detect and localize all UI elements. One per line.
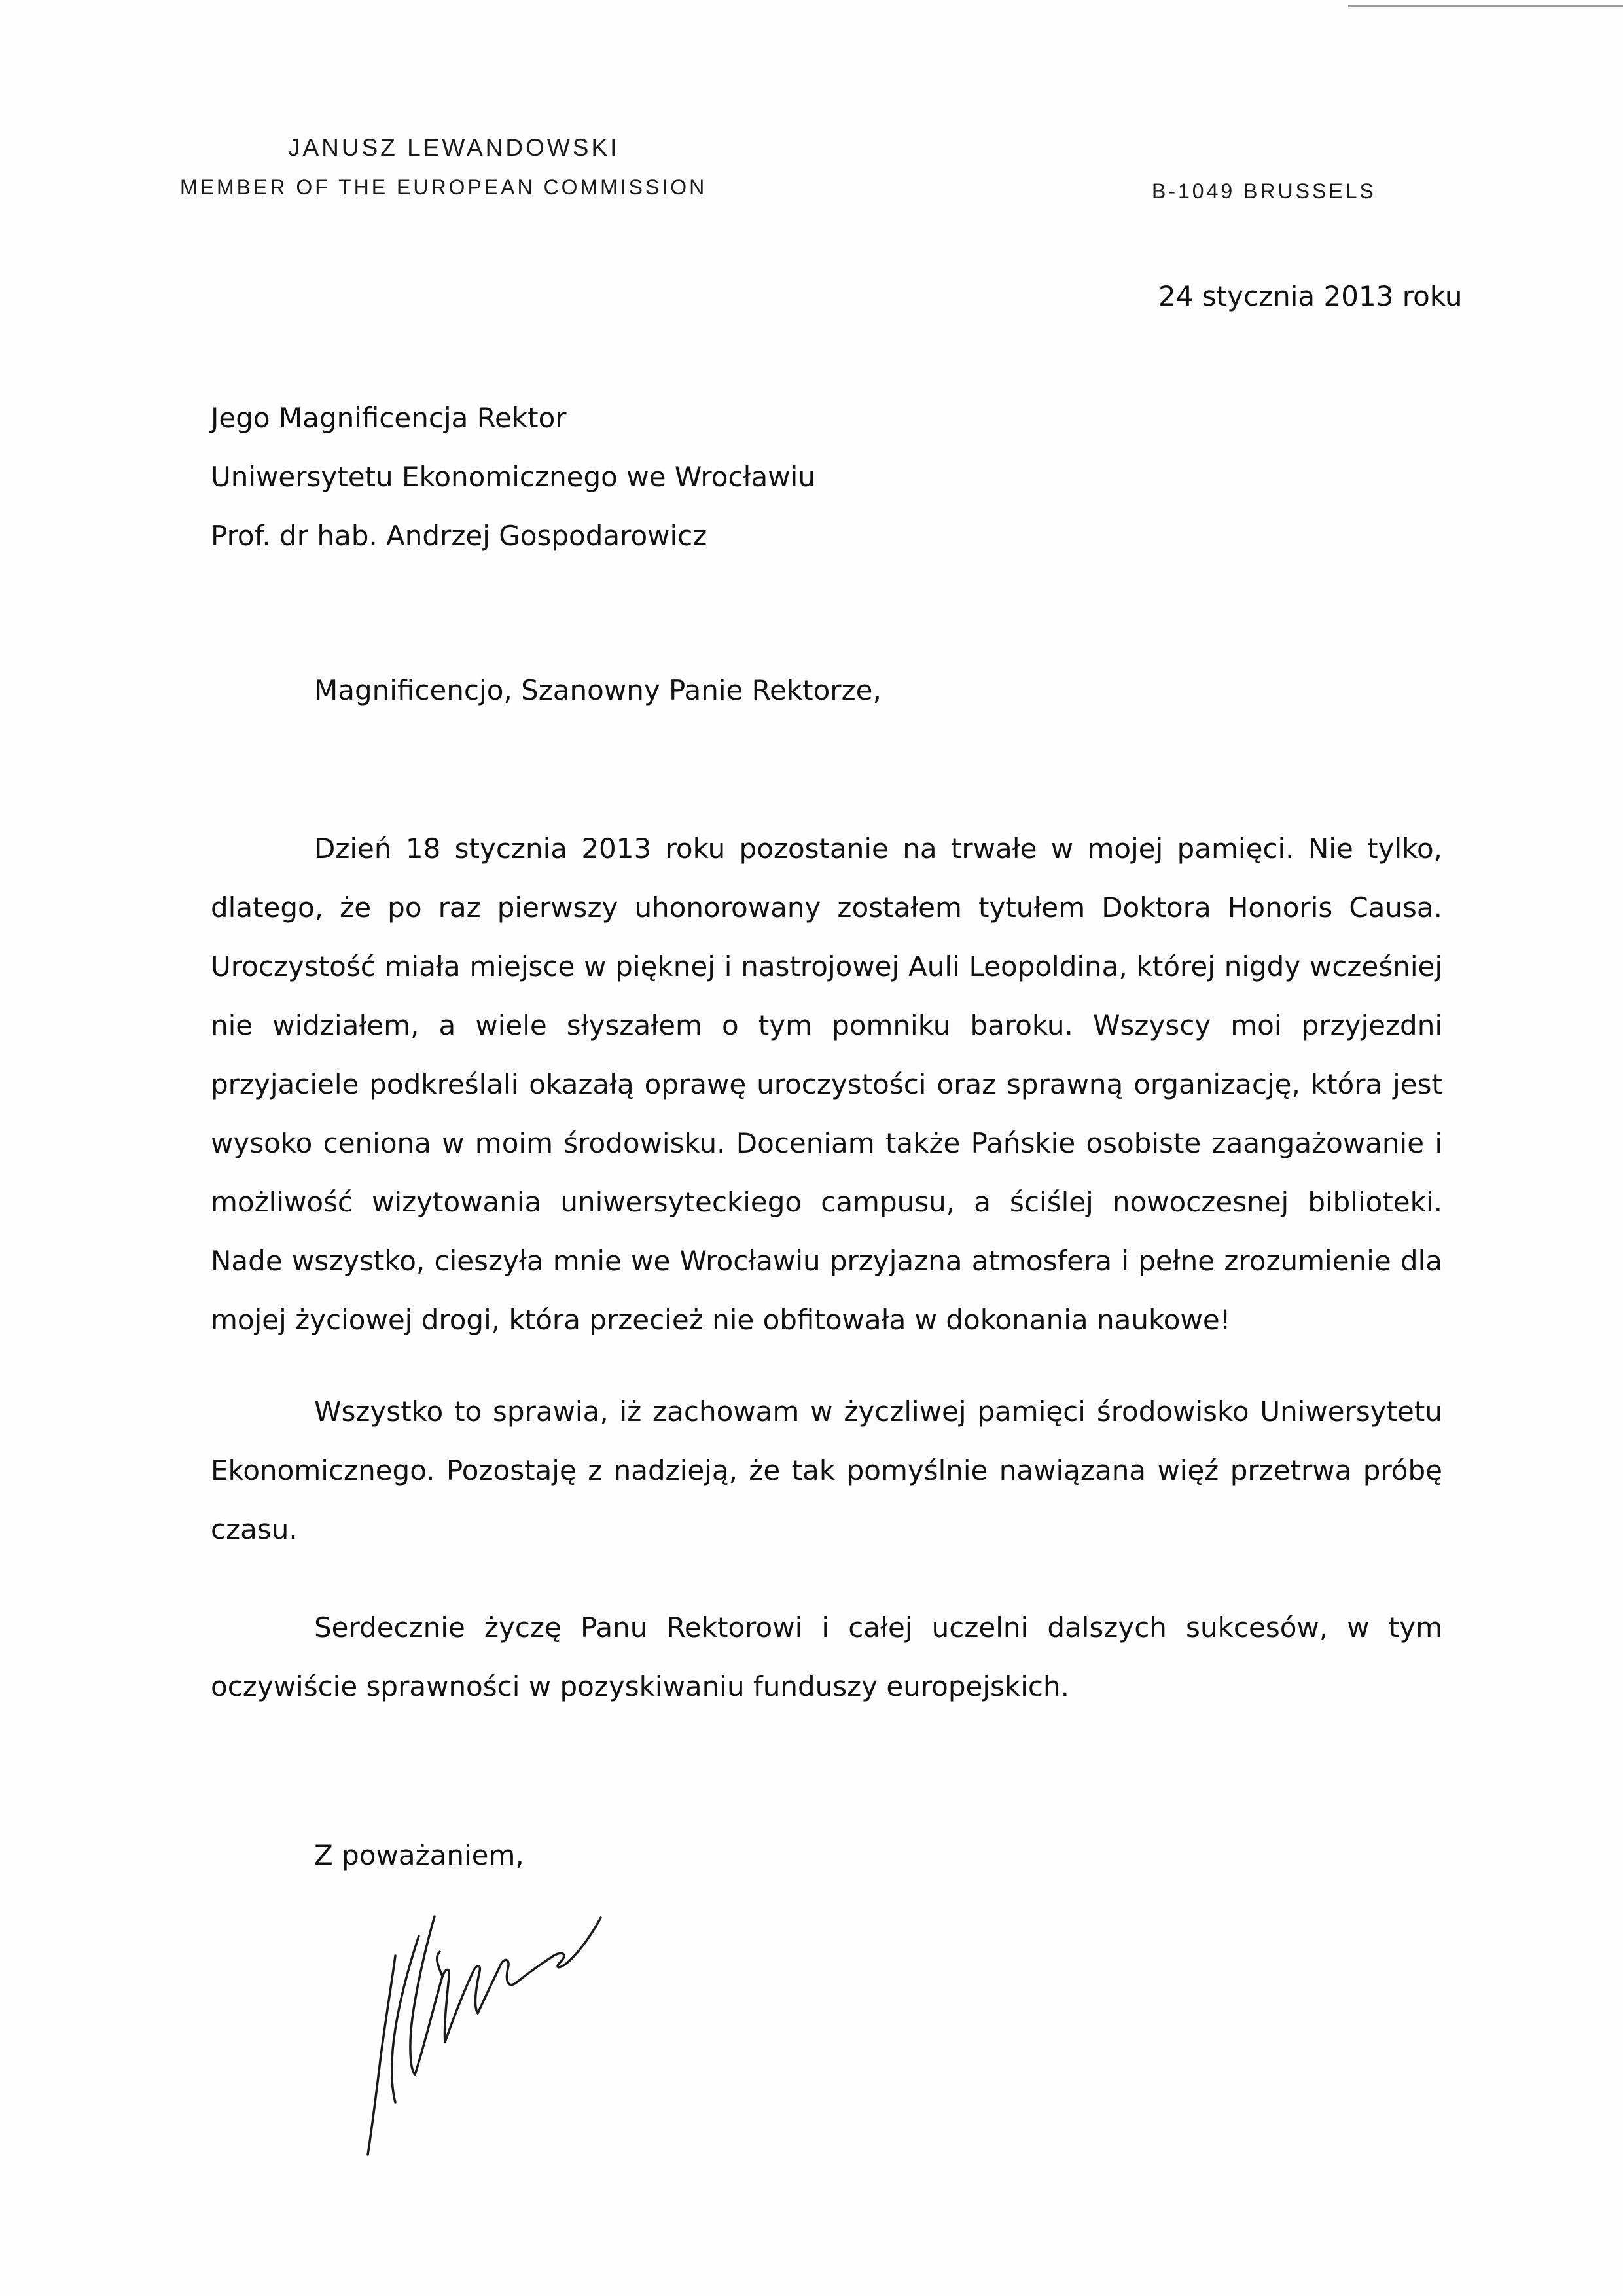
letterhead-name: JANUSZ LEWANDOWSKI <box>288 134 620 161</box>
scan-edge-line <box>1348 5 1623 7</box>
salutation: Magnificencjo, Szanowny Panie Rektorze, <box>314 674 882 706</box>
recipient-block <box>211 389 815 565</box>
closing-phrase: Z poważaniem, <box>314 1839 524 1871</box>
letter-date: 24 stycznia 2013 roku <box>1158 280 1463 312</box>
recipient-name: Prof. dr hab. Andrzej Gospodarowicz <box>211 520 707 552</box>
paragraph-2: Wszystko to sprawia, iż zachowam w życzliwej pamięci środowisko Uniwersytetu Ekonomicznego. Pozostaję z nadzieją, że tak pomyślnie nawiązana więź przetrwa próbę czasu. <box>211 1395 1442 1545</box>
letterhead-role: MEMBER OF THE EUROPEAN COMMISSION <box>180 175 707 199</box>
handwritten-signature-icon <box>366 1878 602 2160</box>
paragraph-3: Serdecznie życzę Panu Rektorowi i całej uczelni dalszych sukcesów, w tym oczywiście sprawności w pozyskiwaniu funduszy europejskich. <box>211 1611 1442 1702</box>
paragraph-1: Dzień 18 stycznia 2013 roku pozostanie na trwałe w mojej pamięci. Nie tylko, dlatego, że po raz pierwszy uhonorowany zostałem tytułem Doktora Honoris Causa. Uroczystość miała miejsce w pięknej i nastrojowej Auli Leopoldina, której nigdy wcześniej nie widziałem, a wiele słyszałem o tym pomniku baroku. Wszyscy moi przyjezdni przyjaciele podkreślali okazałą oprawę uroczystości oraz sprawną organizację, która jest wysoko ceniona w moim środowisku. Doceniam także Pańskie osobiste zaangażowanie i możliwość wizytowania uniwersyteckiego campusu, a ściślej nowoczesnej biblioteki. Nade wszystko, cieszyła mnie we Wrocławiu przyjazna atmosfera i pełne zrozumienie dla mojej życiowej drogi, która przecież nie obfitowała w dokonania naukowe! <box>211 833 1442 1336</box>
recipient-title: Jego Magnificencja Rektor <box>211 402 567 434</box>
recipient-institution: Uniwersytetu Ekonomicznego we Wrocławiu <box>211 461 815 493</box>
letterhead-address: B-1049 BRUSSELS <box>1152 179 1376 203</box>
